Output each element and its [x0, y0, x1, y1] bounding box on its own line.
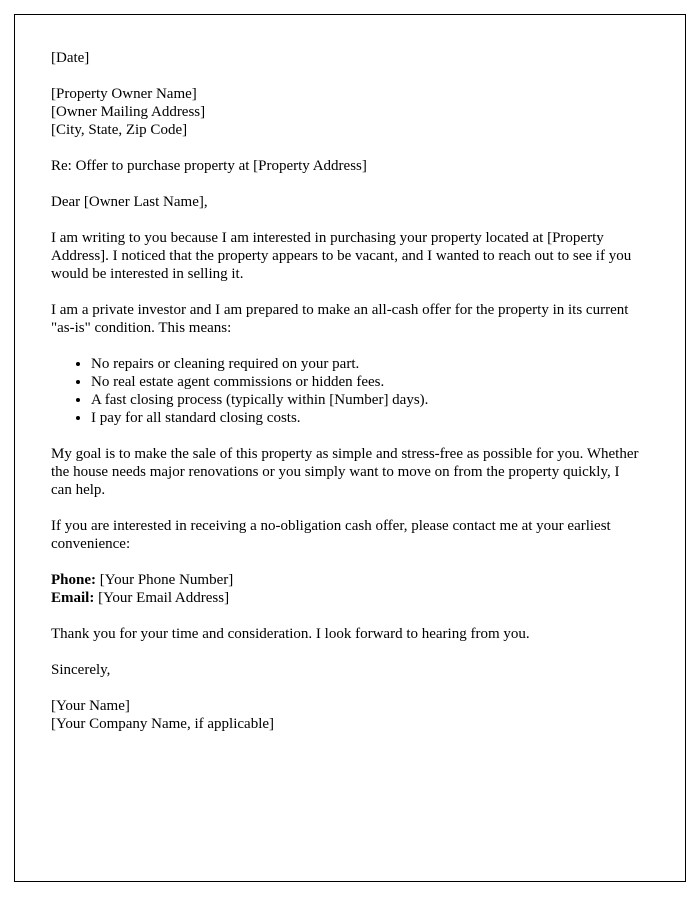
offer-benefits-list [51, 355, 639, 427]
contact-block [51, 571, 639, 607]
recipient-name-line: [Property Owner Name] [51, 86, 197, 102]
paragraph-offer: I am a private investor and I am prepared to make an all-cash offer for the property in its current "as-is" condition. This means: [51, 302, 629, 336]
salutation-line: Dear [Owner Last Name], [51, 194, 208, 210]
contact-email-label: Email: [51, 590, 95, 606]
date-placeholder: [Date] [51, 50, 90, 66]
signature-name-line: [Your Name] [51, 698, 130, 714]
list-item: • I pay for all standard closing costs. [91, 409, 639, 427]
paragraph-intro: I am writing to you because I am interested in purchasing your property located at [Property Address]. I noticed that the property appears to be vacant, and I wanted to reach out to see if you would be interested in selling it. [51, 230, 632, 282]
list-item: • A fast closing process (typically within [Number] days). [91, 391, 639, 409]
signature-block [51, 697, 639, 733]
list-item: • No real estate agent commissions or hidden fees. [91, 373, 639, 391]
list-item: • No repairs or cleaning required on your part. [91, 355, 639, 373]
contact-phone-value: [Your Phone Number] [99, 572, 234, 588]
contact-email-value: [Your Email Address] [98, 590, 230, 606]
subject-line: Re: Offer to purchase property at [Property Address] [51, 158, 367, 174]
recipient-address-block [51, 85, 639, 139]
paragraph-cta: If you are interested in receiving a no-obligation cash offer, please contact me at your earliest convenience: [51, 518, 611, 552]
closing-line: Sincerely, [51, 662, 111, 678]
contact-phone-label: Phone: [51, 572, 96, 588]
paragraph-goal: My goal is to make the sale of this property as simple and stress-free as possible for you. Whether the house needs major renovations or you simply want to move on from the property quickly, I can help. [51, 446, 639, 498]
paragraph-thanks: Thank you for your time and consideration. I look forward to hearing from you. [51, 626, 530, 642]
recipient-street-line: [Owner Mailing Address] [51, 104, 206, 120]
recipient-city-line: [City, State, Zip Code] [51, 122, 188, 138]
date-line [51, 49, 639, 67]
letter-page [14, 14, 686, 882]
signature-company-line: [Your Company Name, if applicable] [51, 716, 275, 732]
